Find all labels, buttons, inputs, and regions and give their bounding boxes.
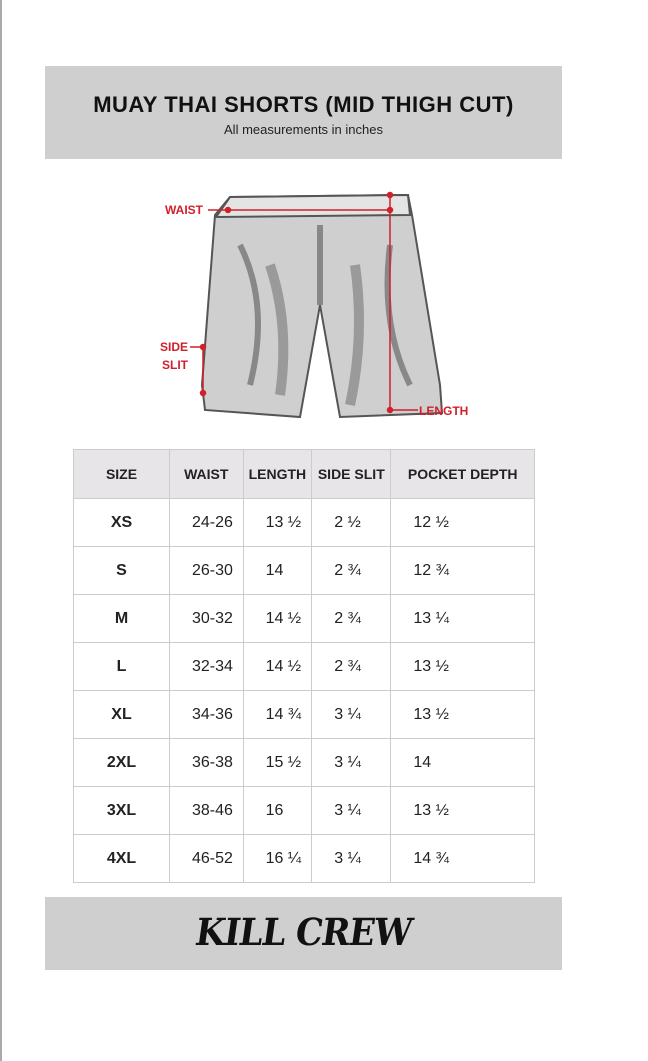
- value-cell: 2 ¾: [312, 547, 391, 595]
- brand-banner: [45, 897, 562, 970]
- table-row: [74, 643, 535, 691]
- table-row: [74, 835, 535, 883]
- side-slit-label-2: SLIT: [162, 358, 188, 372]
- value-cell: 15 ½: [243, 739, 312, 787]
- value-cell: 13 ¼: [391, 595, 535, 643]
- value-cell: 36-38: [170, 739, 244, 787]
- value-cell: 2 ¾: [312, 595, 391, 643]
- value-cell: 13 ½: [391, 691, 535, 739]
- column-header: WAIST: [170, 450, 244, 499]
- left-edge: [0, 0, 2, 1061]
- table-row: [74, 739, 535, 787]
- value-cell: 46-52: [170, 835, 244, 883]
- size-cell: 3XL: [74, 787, 170, 835]
- value-cell: 38-46: [170, 787, 244, 835]
- value-cell: 14 ½: [243, 643, 312, 691]
- value-cell: 2 ½: [312, 499, 391, 547]
- value-cell: 3 ¼: [312, 835, 391, 883]
- title-banner: [45, 66, 562, 159]
- value-cell: 13 ½: [391, 643, 535, 691]
- value-cell: 32-34: [170, 643, 244, 691]
- value-cell: 12 ¾: [391, 547, 535, 595]
- value-cell: 26-30: [170, 547, 244, 595]
- size-cell: M: [74, 595, 170, 643]
- waist-label: WAIST: [165, 203, 203, 217]
- size-cell: XL: [74, 691, 170, 739]
- value-cell: 3 ¼: [312, 739, 391, 787]
- value-cell: 30-32: [170, 595, 244, 643]
- value-cell: 13 ½: [243, 499, 312, 547]
- size-cell: S: [74, 547, 170, 595]
- side-slit-label: SIDE: [160, 340, 189, 354]
- size-cell: 4XL: [74, 835, 170, 883]
- size-cell: 2XL: [74, 739, 170, 787]
- page-subtitle: All measurements in inches: [224, 122, 383, 137]
- size-chart-table: [73, 449, 535, 883]
- shorts-diagram: [150, 185, 480, 430]
- value-cell: 16 ¼: [243, 835, 312, 883]
- value-cell: 13 ½: [391, 787, 535, 835]
- table-header-row: [74, 450, 535, 499]
- value-cell: 2 ¾: [312, 643, 391, 691]
- value-cell: 24-26: [170, 499, 244, 547]
- page-title: MUAY THAI SHORTS (MID THIGH CUT): [93, 92, 514, 117]
- length-label: LENGTH: [419, 404, 469, 418]
- size-cell: XS: [74, 499, 170, 547]
- table-row: [74, 595, 535, 643]
- column-header: LENGTH: [243, 450, 312, 499]
- kill-crew-logo: KILL CREW: [192, 911, 415, 955]
- table-row: [74, 787, 535, 835]
- table-row: [74, 547, 535, 595]
- size-cell: L: [74, 643, 170, 691]
- shorts-illustration: [202, 195, 442, 417]
- table-row: [74, 691, 535, 739]
- value-cell: 14 ½: [243, 595, 312, 643]
- column-header: SIDE SLIT: [312, 450, 391, 499]
- value-cell: 16: [243, 787, 312, 835]
- value-cell: 3 ¼: [312, 787, 391, 835]
- value-cell: 12 ½: [391, 499, 535, 547]
- value-cell: 14 ¾: [243, 691, 312, 739]
- value-cell: 34-36: [170, 691, 244, 739]
- value-cell: 3 ¼: [312, 691, 391, 739]
- table-row: [74, 499, 535, 547]
- value-cell: 14: [391, 739, 535, 787]
- column-header: POCKET DEPTH: [391, 450, 535, 499]
- value-cell: 14: [243, 547, 312, 595]
- value-cell: 14 ¾: [391, 835, 535, 883]
- column-header: SIZE: [74, 450, 170, 499]
